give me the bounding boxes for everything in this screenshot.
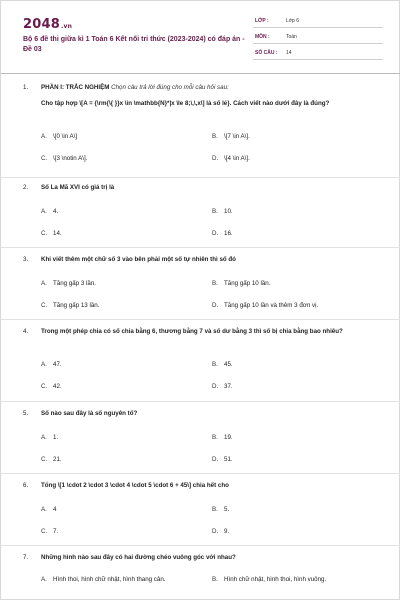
answer-text: Hình thoi, hình chữ nhật, hình thang cân. <box>53 576 166 583</box>
answer-letter: A. <box>41 280 47 287</box>
logo-text: 2048 <box>23 17 60 32</box>
answer-text: \[4 \in A\]. <box>224 155 250 162</box>
answer-text: Tăng gấp 13 lần. <box>53 302 100 309</box>
answer-letter: C. <box>41 230 48 237</box>
answer-text: 42. <box>53 383 62 390</box>
answer-option[interactable] <box>41 575 166 584</box>
meta-label: SỐ CÂU : <box>255 50 278 56</box>
answer-option[interactable] <box>212 505 229 514</box>
question-number: 5. <box>23 410 29 417</box>
answer-option[interactable] <box>212 575 326 584</box>
answer-letter: B. <box>212 133 218 140</box>
question-divider <box>1 473 400 474</box>
answer-option[interactable] <box>41 301 99 310</box>
question-text: Tổng \[1 \cdot 2 \cdot 3 \cdot 4 \cdot 5 \cdot 6 + 45\] chia hết cho <box>41 482 229 489</box>
answer-letter: A. <box>41 506 47 513</box>
site-logo[interactable] <box>23 17 72 32</box>
answer-letter: D. <box>212 383 219 390</box>
answer-letter: D. <box>212 155 219 162</box>
question-text-line <box>23 183 383 192</box>
answer-group <box>23 360 383 395</box>
answer-letter: C. <box>41 528 48 535</box>
answer-letter: B. <box>212 280 218 287</box>
question-text-line <box>23 481 383 490</box>
question-text: Những hình nào sau đây có hai đường chéo vuông góc với nhau? <box>41 554 236 561</box>
question-divider <box>1 177 400 178</box>
question-divider <box>1 247 400 248</box>
answer-option[interactable] <box>212 433 233 442</box>
answer-letter: C. <box>41 302 48 309</box>
answer-option[interactable] <box>41 207 58 216</box>
answer-option[interactable] <box>212 207 233 216</box>
question-text: Khi viết thêm một chữ số 3 vào bên phải một số tự nhiên thì số đó <box>41 256 236 263</box>
question-text-line <box>23 553 383 562</box>
answer-option[interactable] <box>212 382 233 391</box>
answer-letter: A. <box>41 208 47 215</box>
answer-text: 19. <box>224 434 233 441</box>
answer-option[interactable] <box>212 455 233 464</box>
question-text: Trong một phép chia có số chia bằng 6, thương bằng 7 và số dư bằng 3 thì số bị chia bằng bao nhiêu? <box>41 328 343 335</box>
answer-text: Tăng gấp 3 lần. <box>53 280 97 287</box>
meta-row-subject <box>253 31 383 44</box>
meta-row-class <box>253 15 383 28</box>
answer-text: 4 <box>53 506 57 513</box>
question-item <box>23 553 383 583</box>
question-divider <box>1 545 400 546</box>
answer-text: 21. <box>53 456 62 463</box>
answer-option[interactable] <box>41 279 96 288</box>
section-heading: PHẦN I: TRẮC NGHIỆM <box>41 84 110 91</box>
answer-letter: B. <box>212 361 218 368</box>
meta-panel <box>253 15 383 63</box>
answer-text: \[3 \notin A\]. <box>53 155 88 162</box>
question-heading-line <box>23 83 383 92</box>
answer-option[interactable] <box>41 360 62 369</box>
question-item <box>23 183 383 237</box>
meta-value: Toán <box>286 34 297 40</box>
answer-letter: A. <box>41 361 47 368</box>
worksheet-header <box>23 15 383 63</box>
question-number: 7. <box>23 554 29 561</box>
answer-option[interactable] <box>212 154 250 163</box>
question-text-line <box>23 99 383 108</box>
answer-option[interactable] <box>41 455 62 464</box>
answer-letter: B. <box>212 434 218 441</box>
question-number: 1. <box>23 84 29 91</box>
question-item <box>23 83 383 162</box>
question-number: 3. <box>23 256 29 263</box>
answer-group <box>23 132 383 167</box>
meta-label: MÔN : <box>255 34 270 40</box>
answer-letter: D. <box>212 230 219 237</box>
answer-group <box>23 279 383 314</box>
answer-group <box>23 505 383 540</box>
answer-option[interactable] <box>41 229 62 238</box>
answer-group <box>23 207 383 242</box>
header-divider <box>1 73 400 74</box>
answer-letter: B. <box>212 576 218 583</box>
question-text: Số La Mã XVI có giá trị là <box>41 184 115 191</box>
question-number: 2. <box>23 184 29 191</box>
answer-letter: C. <box>41 155 48 162</box>
section-instruction: Chọn câu trả lời đúng cho mỗi câu hỏi sau: <box>111 84 229 91</box>
answer-letter: D. <box>212 528 219 535</box>
answer-letter: D. <box>212 456 219 463</box>
question-text: Cho tập hợp \[A = {\rm{\{ }}x \in \mathbb{N}*|x \le 8;\,\,x\] là số lẻ}. Cách viết nào dưới đây là đúng? <box>41 100 330 107</box>
answer-option[interactable] <box>41 505 56 514</box>
answer-text: Tăng gấp 10 lần. <box>224 280 271 287</box>
answer-text: 7. <box>53 528 59 535</box>
answer-text: \[0 \in A\] <box>53 133 78 140</box>
answer-letter: D. <box>212 302 219 309</box>
question-divider <box>1 319 400 320</box>
worksheet-title: Bộ 6 đề thi giữa kì 1 Toán 6 Kết nối tri thức (2023-2024) có đáp án - Đề 03 <box>23 36 245 53</box>
question-number: 4. <box>23 328 29 335</box>
answer-text: 14. <box>53 230 62 237</box>
logo-suffix: .vn <box>60 23 73 30</box>
answer-text: 47. <box>53 361 62 368</box>
answer-option[interactable] <box>212 360 233 369</box>
answer-option[interactable] <box>41 382 62 391</box>
answer-option[interactable] <box>212 279 270 288</box>
answer-letter: A. <box>41 434 47 441</box>
answer-letter: B. <box>212 506 218 513</box>
answer-text: 37. <box>224 383 233 390</box>
answer-text: 5. <box>224 506 230 513</box>
answer-text: Tăng gấp 10 lần và thêm 3 đơn vị. <box>224 302 319 309</box>
answer-text: 9. <box>224 528 230 535</box>
answer-group <box>23 575 383 600</box>
question-list <box>23 83 383 583</box>
answer-text: 16. <box>224 230 233 237</box>
answer-text: 10. <box>224 208 233 215</box>
answer-letter: C. <box>41 456 48 463</box>
answer-text: 4. <box>53 208 59 215</box>
answer-letter: A. <box>41 133 47 140</box>
question-text-line <box>23 327 383 336</box>
answer-letter: A. <box>41 576 47 583</box>
meta-label: LỚP : <box>255 18 269 24</box>
answer-text: 1. <box>53 434 59 441</box>
answer-text: \[7 \in A\]. <box>224 133 250 140</box>
answer-option[interactable] <box>212 527 229 536</box>
question-item <box>23 409 383 463</box>
answer-option[interactable] <box>41 154 87 163</box>
answer-letter: B. <box>212 208 218 215</box>
meta-row-question-count <box>253 47 383 60</box>
question-item <box>23 481 383 535</box>
question-text: Số nào sau đây là số nguyên tố? <box>41 410 138 417</box>
answer-letter: C. <box>41 383 48 390</box>
answer-option[interactable] <box>212 301 318 310</box>
question-item <box>23 255 383 309</box>
question-number: 6. <box>23 482 29 489</box>
meta-value: 14 <box>286 50 292 56</box>
answer-text: Hình chữ nhật, hình thoi, hình vuông. <box>224 576 327 583</box>
answer-option[interactable] <box>41 132 77 141</box>
question-divider <box>1 401 400 402</box>
answer-option[interactable] <box>41 527 58 536</box>
answer-text: 51. <box>224 456 233 463</box>
question-text-line <box>23 255 383 264</box>
answer-text: 45. <box>224 361 233 368</box>
answer-group <box>23 433 383 468</box>
answer-option[interactable] <box>212 132 250 141</box>
answer-option[interactable] <box>212 229 233 238</box>
answer-option[interactable] <box>41 433 58 442</box>
question-item <box>23 327 383 390</box>
meta-value: Lớp 6 <box>286 18 300 24</box>
question-text-line <box>23 409 383 418</box>
